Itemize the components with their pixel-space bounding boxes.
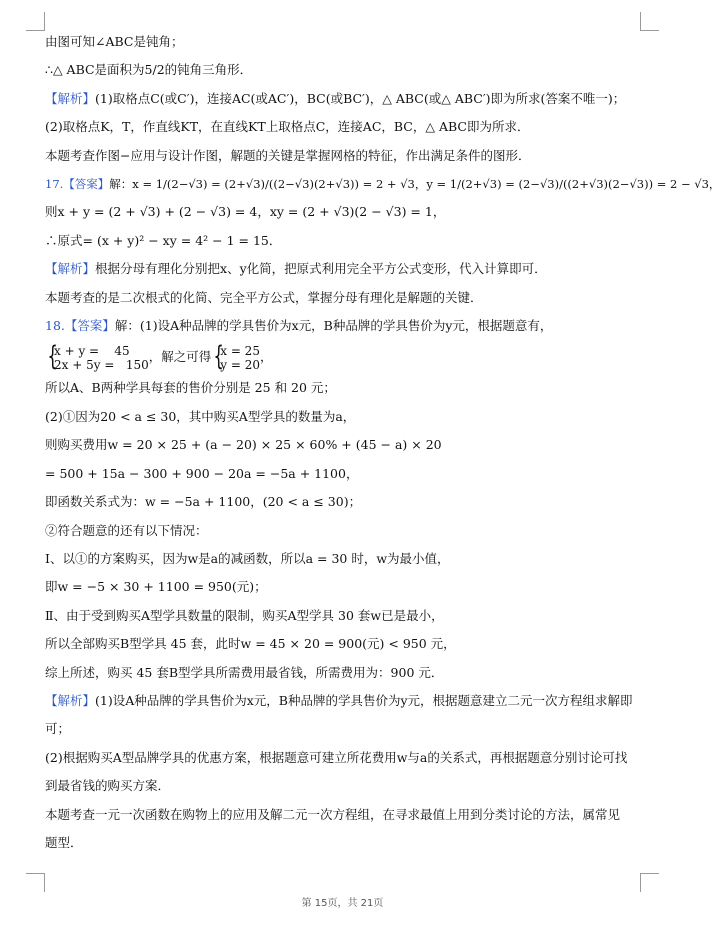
analysis-line (45, 85, 645, 113)
text-line: 所以全部购买B型学具 45 套，此时w = 45 × 20 = 900(元) < 950 元， (45, 636, 456, 652)
solution: { x = 25 (220, 343, 260, 358)
solution-system (211, 344, 260, 372)
text-line: 即w = −5 × 30 + 1100 = 950(元)； (45, 579, 267, 595)
answer-18-tag: 18.【答案】 (45, 318, 115, 334)
equation-system-line (45, 340, 645, 374)
text-line: 本题考查的是二次根式的化简、完全平方公式，掌握分母有理化是解题的关键． (45, 289, 483, 305)
text-line: Ⅱ、由于受到购买A型学具数量的限制，购买A型学具 30 套w已是最小， (45, 607, 444, 623)
answer-17-line (45, 170, 720, 198)
answer-17-tag: 17.【答案】 (45, 177, 110, 192)
text-line: 综上所述，购买 45 套B型学具所需费用最省钱，所需费用为：900 元． (45, 664, 444, 680)
analysis-line (45, 255, 645, 283)
comma: ， (259, 349, 273, 365)
answer-18-line (45, 312, 645, 340)
analysis-line (45, 687, 645, 715)
text-line: 即函数关系式为：w = −5a + 1100，(20 < a ≤ 30)； (45, 494, 362, 510)
text-span: ，解之可得 (148, 349, 212, 365)
text-span: 根据分母有理化分别把x、y化简，把原式利用完全平方公式变形，代入计算即可． (95, 261, 547, 277)
crop-mark-bottom-left (26, 873, 45, 892)
text-span: (1)取格点C(或C′)，连接AC(或AC′)，BC(或BC′)，△ ABC(或△ ABC′)即为所求(答案不唯一)； (95, 90, 626, 106)
text-line: = 500 + 15a − 300 + 900 − 20a = −5a + 1100， (45, 465, 359, 481)
text-span: 解：x = 1/(2−√3) = (2+√3)/((2−√3)(2+√3)) = 2 + √3，y = 1/(2+√3) = (2−√3)/((2+√3)(2−√3)) = 2 − √3， (109, 177, 720, 192)
text-line: 则x + y = (2 + √3) + (2 − √3) = 4，xy = (2 + √3)(2 − √3) = 1， (45, 204, 446, 220)
equation-system (45, 344, 149, 372)
page-content (45, 28, 720, 857)
text-span: (1)设A种品牌的学具售价为x元，B种品牌的学具售价为y元，根据题意建立二元一次方程组求解即 (95, 692, 633, 708)
text-line: ∴原式= (x + y)² − xy = 4² − 1 = 15． (45, 232, 282, 248)
analysis-tag: 【解析】 (45, 90, 96, 106)
text-line: 到最省钱的购买方案． (45, 778, 171, 794)
text-line: 可； (45, 721, 71, 737)
text-span: 解：(1)设A种品牌的学具售价为x元，B种品牌的学具售价为y元，根据题意有， (114, 318, 553, 334)
solution: y = 20 (220, 357, 260, 372)
crop-mark-top-left (26, 12, 45, 31)
equation: 2x + 5y = 150 (54, 357, 149, 372)
text-line: 本题考查一元一次函数在购物上的应用及解二元一次方程组，在寻求最值上用到分类讨论的方法，属常见 (45, 806, 621, 822)
text-line: 所以A、B两种学具每套的售价分别是 25 和 20 元； (45, 380, 336, 396)
text-line: 由图可知∠ABC是钝角； (45, 34, 184, 49)
text-line: 本题考查作图−应用与设计作图，解题的关键是掌握网格的特征，作出满足条件的图形． (45, 147, 531, 163)
analysis-tag: 【解析】 (45, 261, 96, 277)
page-footer: 第 15页，共 21页 (301, 898, 384, 909)
text-line: ∴△ ABC是面积为5/2的钝角三角形． (45, 62, 253, 78)
text-line: (2)取格点K，T，作直线KT，在直线KT上取格点C，连接AC，BC，△ ABC即为所求． (45, 119, 530, 135)
text-line: (2)根据购买A型品牌学具的优惠方案，根据题意可建立所花费用w与a的关系式，再根据题意分别讨论可找 (45, 749, 628, 765)
crop-mark-bottom-right (640, 873, 659, 892)
equation: { x + y = 45 (54, 343, 130, 358)
text-line: Ⅰ、以①的方案购买，因为w是a的减函数，所以a = 30 时，w为最小值， (45, 550, 450, 566)
text-line: (2)①因为20 < a ≤ 30，其中购买A型学具的数量为a， (45, 408, 356, 424)
text-line: ②符合题意的还有以下情况： (45, 522, 208, 538)
text-line: 则购买费用w = 20 × 25 + (a − 20) × 25 × 60% + (45 − a) × 20 (45, 437, 442, 453)
analysis-tag: 【解析】 (45, 692, 96, 708)
text-line: 题型． (45, 834, 83, 850)
